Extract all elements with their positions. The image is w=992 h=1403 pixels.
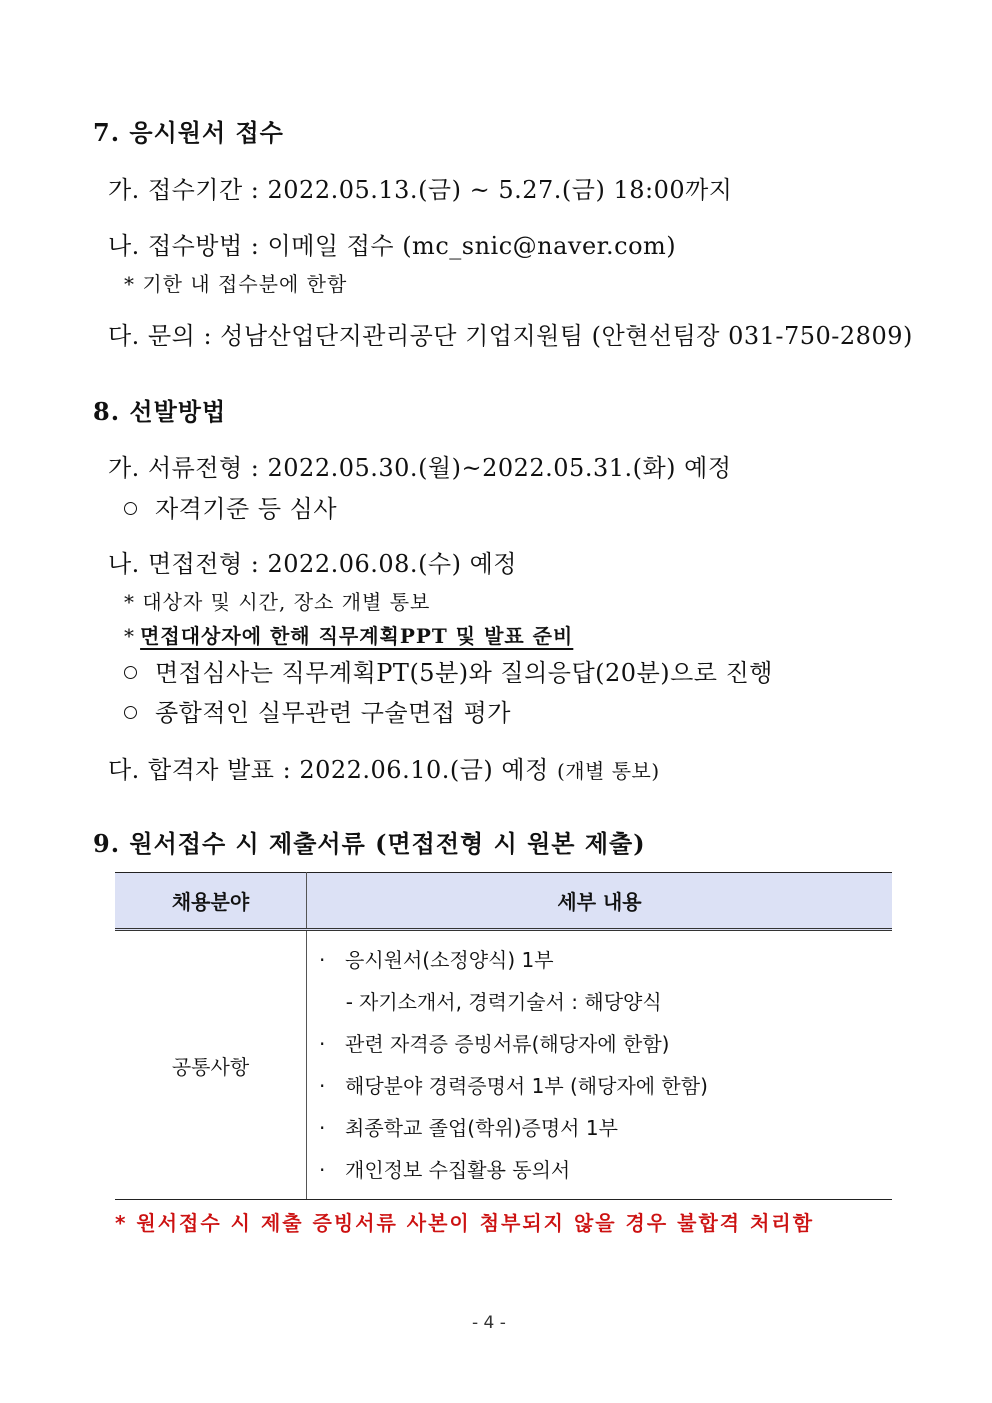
bullet-marker: · xyxy=(319,1074,326,1098)
section-8-circle-b1 xyxy=(124,653,773,688)
section-8-item-a: 가. 서류전형 : 2022.05.30.(월)~2022.05.31.(화) 예정 xyxy=(108,454,732,482)
item-text: 개인정보 수집활용 동의서 xyxy=(345,1158,571,1182)
circle-bullet-icon xyxy=(124,706,137,719)
section-7-item-a: 가. 접수기간 : 2022.05.13.(금) ~ 5.27.(금) 18:00까지 xyxy=(108,176,733,204)
item-text: 최종학교 졸업(학위)증명서 1부 xyxy=(345,1116,618,1140)
circle-bullet-icon xyxy=(124,502,137,515)
item-c-text: 다. 합격자 발표 : 2022.06.10.(금) 예정 xyxy=(108,756,549,784)
table-row xyxy=(115,930,892,1200)
section-7-item-b: 나. 접수방법 : 이메일 접수 (mc_snic@naver.com) xyxy=(108,232,677,260)
section-8-circle-b2 xyxy=(124,693,511,728)
item-text: 해당분야 경력증명서 1부 (해당자에 한함) xyxy=(345,1074,708,1098)
item-text: 관련 자격증 증빙서류(해당자에 한함) xyxy=(345,1032,670,1056)
section-8-item-c xyxy=(108,750,660,785)
list-item xyxy=(319,1107,892,1149)
list-item xyxy=(319,1065,892,1107)
item-text: 자기소개서, 경력기술서 : 해당양식 xyxy=(359,990,662,1014)
header-details: 세부 내용 xyxy=(307,873,893,930)
section-9-title: 9. 원서접수 시 제출서류 (면접전형 시 원본 제출) xyxy=(93,829,646,858)
section-8-note-b1: * 대상자 및 시간, 장소 개별 통보 xyxy=(124,590,431,614)
circle-b2-text: 종합적인 실무관련 구술면접 평가 xyxy=(155,699,511,727)
header-category: 채용분야 xyxy=(115,873,307,930)
item-text: 응시원서(소정양식) 1부 xyxy=(345,948,554,972)
list-item xyxy=(319,1149,892,1191)
details-cell xyxy=(307,930,893,1200)
page-number: - 4 - xyxy=(472,1313,506,1333)
submission-warning: * 원서접수 시 제출 증빙서류 사본이 첨부되지 않을 경우 불합격 처리함 xyxy=(115,1211,815,1235)
documents-table xyxy=(115,872,892,1200)
list-item xyxy=(319,1023,892,1065)
item-c-note: (개별 통보) xyxy=(556,759,660,783)
section-7-title: 7. 응시원서 접수 xyxy=(93,118,284,147)
section-8-item-b: 나. 면접전형 : 2022.06.08.(수) 예정 xyxy=(108,550,517,578)
list-item xyxy=(319,981,892,1023)
note-star: * xyxy=(124,624,135,648)
section-7-item-c: 다. 문의 : 성남산업단지관리공단 기업지원팀 (안현선팀장 031-750-2809) xyxy=(108,322,913,350)
circle-bullet-icon xyxy=(124,666,137,679)
list-item xyxy=(319,939,892,981)
bullet-marker: · xyxy=(319,948,326,972)
bullet-marker: · xyxy=(319,1116,326,1140)
bullet-marker: · xyxy=(319,1158,326,1182)
section-8-title: 8. 선발방법 xyxy=(93,397,227,426)
table-header-row xyxy=(115,873,892,930)
circle-a1-text: 자격기준 등 심사 xyxy=(155,495,338,523)
bullet-marker: · xyxy=(319,1032,326,1056)
dash-marker: - xyxy=(345,990,353,1014)
note-b2-emphasis: 면접대상자에 한해 직무계획PPT 및 발표 준비 xyxy=(140,624,574,648)
circle-b1-text: 면접심사는 직무계획PT(5분)와 질의응답(20분)으로 진행 xyxy=(155,659,773,687)
section-8-note-b2 xyxy=(124,620,573,649)
section-7-note-b: * 기한 내 접수분에 한함 xyxy=(124,272,348,296)
category-cell: 공통사항 xyxy=(115,930,307,1200)
section-8-circle-a1 xyxy=(124,489,337,524)
